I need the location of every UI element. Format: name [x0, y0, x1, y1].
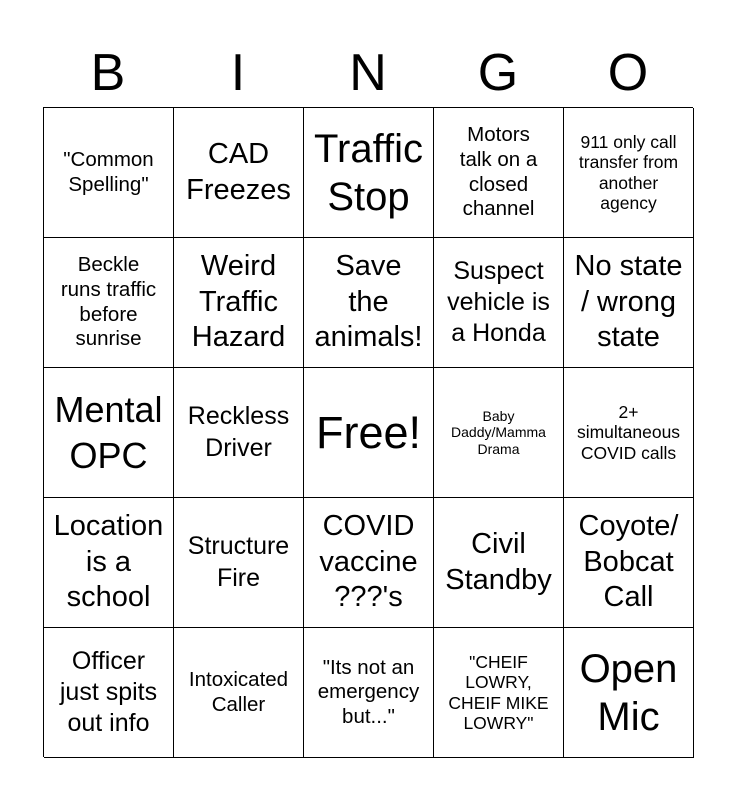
cell-text: 911 only call transfer from another agency — [578, 131, 679, 213]
cell-text: Structure Fire — [187, 532, 290, 592]
cell-text: Weird Traffic Hazard — [191, 249, 286, 354]
cell-text: Open Mic — [579, 646, 678, 739]
header-letter-g: G — [477, 44, 519, 102]
cell-text: Coyote/ Bobcat Call — [578, 509, 679, 614]
bingo-cell[interactable] — [434, 108, 564, 238]
header-letter-b: B — [90, 44, 126, 102]
cell-text: COVID vaccine ???'s — [319, 509, 418, 614]
bingo-cell[interactable] — [564, 498, 694, 628]
cell-text: Intoxicated Caller — [188, 667, 289, 716]
bingo-cell[interactable] — [434, 238, 564, 368]
bingo-cell[interactable] — [174, 368, 304, 498]
bingo-cell[interactable] — [304, 498, 434, 628]
bingo-cell[interactable] — [434, 368, 564, 498]
bingo-cell[interactable] — [44, 498, 174, 628]
bingo-cell[interactable] — [564, 108, 694, 238]
cell-text: Save the animals! — [314, 249, 423, 354]
bingo-cell[interactable] — [564, 368, 694, 498]
bingo-cell[interactable] — [44, 628, 174, 758]
bingo-cell[interactable] — [564, 628, 694, 758]
header-letter-o: O — [607, 44, 649, 102]
cell-text: CAD Freezes — [186, 137, 291, 206]
cell-text: Motors talk on a closed channel — [459, 123, 538, 221]
header-letter-i: I — [230, 44, 246, 102]
cell-text: Suspect vehicle is a Honda — [447, 256, 550, 348]
bingo-cell[interactable] — [174, 238, 304, 368]
cell-text: Mental OPC — [54, 389, 163, 476]
cell-text: 2+ simultaneous COVID calls — [576, 401, 681, 463]
bingo-cell[interactable] — [304, 108, 434, 238]
cell-text: Baby Daddy/Mamma Drama — [451, 408, 546, 457]
bingo-cell[interactable] — [434, 628, 564, 758]
bingo-cell[interactable] — [44, 108, 174, 238]
cell-text: Reckless Driver — [187, 402, 290, 462]
bingo-cell[interactable] — [174, 628, 304, 758]
cell-text: Free! — [315, 406, 422, 458]
cell-text: Civil Standby — [445, 527, 552, 596]
bingo-cell[interactable] — [174, 108, 304, 238]
header-letter-n: N — [349, 44, 387, 102]
cell-text: Officer just spits out info — [59, 646, 158, 738]
cell-text: Traffic Stop — [314, 126, 423, 219]
bingo-cell[interactable] — [44, 368, 174, 498]
bingo-header — [43, 40, 693, 106]
bingo-cell[interactable] — [564, 238, 694, 368]
bingo-cell[interactable] — [174, 498, 304, 628]
cell-text: "Common Spelling" — [63, 147, 154, 196]
free-cell[interactable] — [304, 368, 434, 498]
cell-text: Location is a school — [53, 509, 164, 614]
bingo-cell[interactable] — [304, 238, 434, 368]
cell-text: Beckle runs traffic before sunrise — [60, 253, 157, 351]
bingo-cell[interactable] — [44, 238, 174, 368]
bingo-cell[interactable] — [304, 628, 434, 758]
bingo-cell[interactable] — [434, 498, 564, 628]
bingo-board — [43, 107, 693, 757]
cell-text: "CHEIF LOWRY, CHEIF MIKE LOWRY" — [448, 651, 549, 733]
cell-text: No state / wrong state — [574, 249, 683, 354]
cell-text: "Its not an emergency but..." — [317, 655, 420, 728]
